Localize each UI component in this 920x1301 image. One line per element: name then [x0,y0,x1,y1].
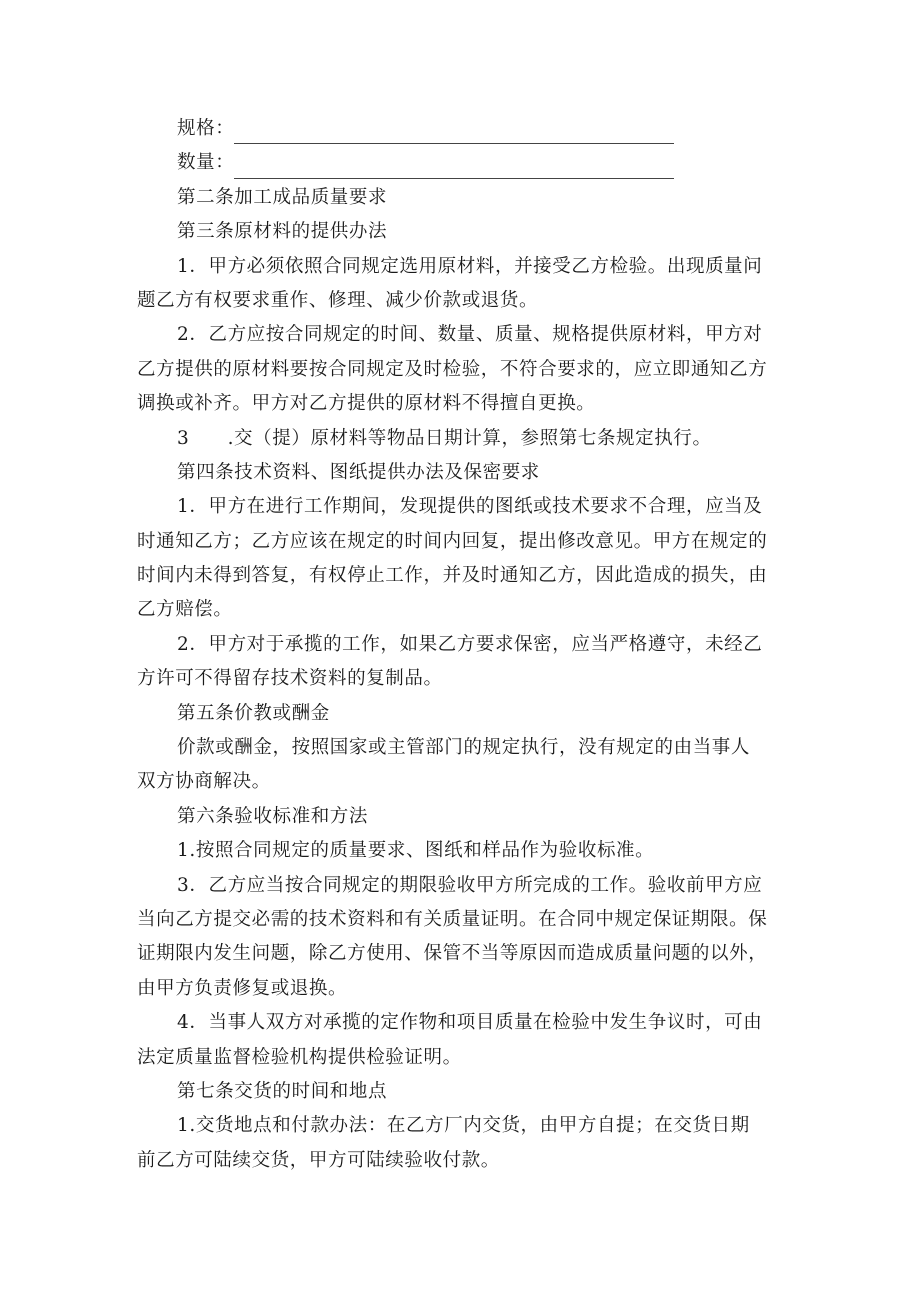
field-label-quantity: 数量： [177,152,235,174]
text-line: 乙方赔偿。 [137,599,233,621]
field-row-quantity [137,146,797,180]
text-line: 4．当事人双方对承揽的定作物和项目质量在检验中发生争议时，可由 [177,1012,763,1034]
text-line: 第二条加工成品质量要求 [177,186,388,208]
text-line: 方许可不得留存技术资料的复制品。 [137,668,443,690]
paragraph-lines [137,181,797,1178]
text-line: 时间内未得到答复，有权停止工作，并及时通知乙方，因此造成的损失，由 [137,565,768,587]
text-line: 调换或补齐。甲方对乙方提供的原材料不得擅自更换。 [137,393,596,415]
text-line: 题乙方有权要求重作、修理、减少价款或退货。 [137,289,539,311]
text-line: 双方协商解决。 [137,771,271,793]
text-line: 由甲方负责修复或退换。 [137,977,348,999]
text-line: 第四条技术资料、图纸提供办法及保密要求 [177,461,540,483]
text-line: 法定质量监督检验机构提供检验证明。 [137,1046,462,1068]
field-row-spec [137,112,797,146]
text-line: 3 .交（提）原材料等物品日期计算，参照第七条规定执行。 [177,427,712,449]
text-line: 证期限内发生问题，除乙方使用、保管不当等原因而造成质量问题的以外， [137,943,768,965]
field-label-spec: 规格： [177,117,235,139]
text-line: 1.按照合同规定的质量要求、图纸和样品作为验收标准。 [177,840,655,862]
text-line: 1．甲方必须依照合同规定选用原材料，并接受乙方检验。出现质量问 [177,255,763,277]
text-line: 2．乙方应按合同规定的时间、数量、质量、规格提供原材料，甲方对 [177,324,763,346]
text-line: 第五条价教或酬金 [177,702,330,724]
document-body [137,112,797,1178]
field-blank-quantity[interactable] [234,154,674,179]
text-line: 3．乙方应当按合同规定的期限验收甲方所完成的工作。验收前甲方应 [177,874,763,896]
text-line: 乙方提供的原材料要按合同规定及时检验，不符合要求的，应立即通知乙方 [137,358,768,380]
text-line: 时通知乙方；乙方应该在规定的时间内回复，提出修改意见。甲方在规定的 [137,530,768,552]
text-line: 1.交货地点和付款办法：在乙方厂内交货，由甲方自提；在交货日期 [177,1115,750,1137]
text-line: 第六条验收标准和方法 [177,805,369,827]
text-line: 第三条原材料的提供办法 [177,221,388,243]
text-line: 当向乙方提交必需的技术资料和有关质量证明。在合同中规定保证期限。保 [137,908,768,930]
text-line: 第七条交货的时间和地点 [177,1080,388,1102]
text-line: 2．甲方对于承揽的工作，如果乙方要求保密，应当严格遵守，未经乙 [177,633,763,655]
field-blank-spec[interactable] [234,119,674,144]
text-line: 价款或酬金，按照国家或主管部门的规定执行，没有规定的由当事人 [177,737,751,759]
text-line: 1．甲方在进行工作期间，发现提供的图纸或技术要求不合理，应当及 [177,496,763,518]
text-line: 前乙方可陆续交货，甲方可陆续验收付款。 [137,1149,500,1171]
